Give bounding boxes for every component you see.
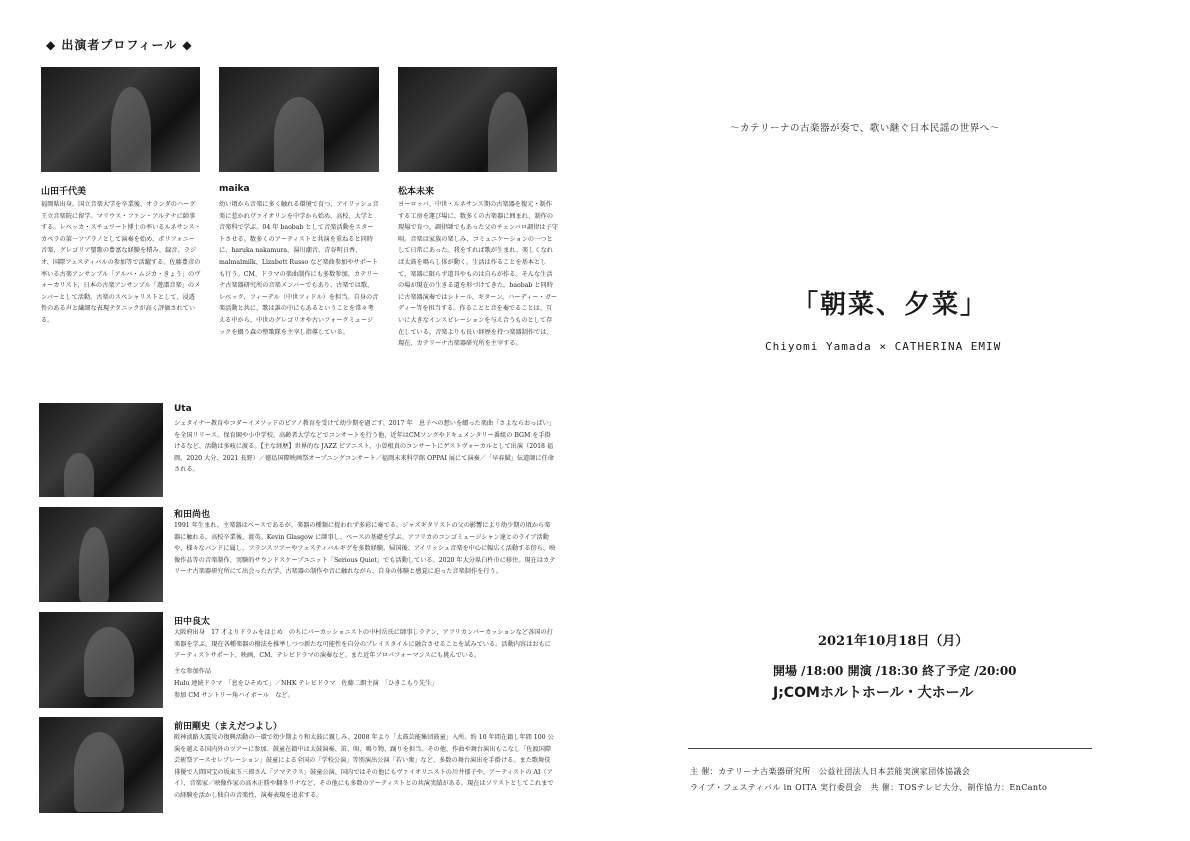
works-item: Hulu 連続ドラマ 「息をひそめて」／NHK テレビドラマ 佐藤二朗主演 「ひきこもり先生」 [174,680,438,687]
organizer-line: 主 催：カテリーナ古楽器研究所 公益社団法人日本芸能実演家団体協議会 [690,767,971,776]
concert-venue: J;COMホルトホール・大ホール [773,685,974,701]
photo-matsumoto [398,67,557,172]
concert-title: 「朝菜、夕菜」 [792,290,989,320]
photo-maika [219,67,379,172]
performer-name: 松本未来 [398,187,435,197]
concert-date: 2021年10月18日（月） [818,634,969,649]
performer-bio: 1991 年生まれ。主楽器はベースであるが、楽器の種類に捉われず多彩に奏でる。ジャズギタリストの父の影響により幼少期の頃から楽器に触れる。高校卒業後、渡英。Kevin Glasgow に師事し、ベースの基礎を学ぶ。アフリカのコンゴミュージシャン達とのライブ活動や、様々なバンドに属し、フランスツアーやフェスティバルギグを多数経験。帰国後、アイリッシュ音楽を中心に幅広く活動する傍ら、映像作品等の音楽制作、実験的サウンドスケープユニット「Serious Quiet」でも活動している。2020 年大分県白杵市に移住。現在はカテリーナ古楽器研究所にて出会った古学、古楽器の制作や音に触れながら、自身の体験と感覚に迫った音楽制作を行う。 [174,522,556,576]
performer-bio: 福岡県出身。国立音楽大学を卒業後、オランダのハーグ王立音楽院に留学。マリウス・ファン・アルテナに師事する。レベッカ・スチュワート博士の率いるルネサンス・カペラの第一ソプラノとして演奏を始め、ポリフォニー音楽、グレゴリア聖歌の豊富な経験を積み、録音、ラジオ、国際フェスティバルの参加等で活躍する。佐藤豊彦の率いる古楽アンサンブル「アルバ・ムジカ・きょう」のヴォーカリスト、日本の古楽アンサンブル「遊譜音楽」のメンバーとして活動。古楽のスペシャリストとして、浸透性のある声と繊細な表現テクニックが高く評価されている。 [41,201,201,324]
divider [688,748,1092,749]
performers-line: Chiyomi Yamada × CATHERINA EMIW [765,340,1002,353]
performer-name: 前田剛史（まえだつよし） [174,722,283,732]
performer-bio: 大阪府出身 17 才よりドラムをはじめ のちにパーカッショニストの中村岳氏に師事しラテン、アフリカンパーカッションなど各国の打楽器を学ぶ。現在各種楽器の撥法を推挙しつつ新たな可能性を自分のプレイスタイルに融合させることを試みている。活動内容はおもにアーティストサポート、映画、CM、テレビドラマの演奏など。また近年ソロパフォーマンスにも挑んでいる。 [174,629,553,660]
works-item: 参加 CM サントリー角ハイボール など。 [174,692,294,699]
performer-bio: シュタイナー教育やコダーイメソッドのピアノ教育を受けて幼少期を過ごす。2017 年 息子への想いを綴った楽曲「さよならおっぱい」を全国リリース。保育園や小中学校、高齢者大学などでコンサートを行う他、近年はCMソングやドキュメンタリー番組の BGM を手掛けるなど、活動は多岐に渡る。【主な経歴】世界的な JAZZ ピアニスト、小曽根真のコンサートにゲストヴォーカルとして出演（2018 福岡、2020 大分、2021 長野）／徳島国際映画祭オープニングコンサート／福岡未来科学館 OPPAI 展にて演奏／「早春賦」伝道師に任命される。 [174,420,555,474]
performer-name: 山田千代美 [41,187,87,197]
performer-bio: 幼い頃から音楽に多く触れる環境で育つ。アイリッシュ音楽に惹かれヴァイオリンを中学から始め、高校、大学と音楽科で学ぶ。04 年 baobab として音楽活動をスタートさせる。数多くのアーティストと共演を重ねると同時に、haruka nakamura、湯川潮音、青谷明日香、malmalmilk、Lizabett Russo など楽曲参加やサポートも行う。CM、ドラマの楽曲制作にも多数参加。カテリーナ古楽器研究所の音楽メンバーでもあり、古楽では歌、レベック、フィーデル（中世フィドル）を担当。自身の音楽活動と共に、歌は誰の中にもあるということを常々考える中から、中世のグレゴリオや古いフォークミュージックを綴う森の整歌隊を主宰し指導している。 [219,201,379,336]
performer-name: 和田尚也 [174,510,211,520]
sponsor-line: ライブ・フェスティバル in OITA 実行委員会 共 催：TOSテレビ大分、制作協力：EnCanto [690,783,1048,792]
photo-uta [39,403,163,497]
photo-maeda [39,717,163,813]
concert-times: 開場 /18:00 開演 /18:30 終了予定 /20:00 [773,664,1017,678]
performer-bio: ヨーロッパ、中世・ルネサンス期の古楽器を復元・制作する工房を運び場に、数多くの古楽器に囲まれ、制作の現場で育つ。調律師でもあった父のチェンバロ調律は子守唄。音楽は家族の楽しみ、コミュニケーションの一つとして日常にあった。我をすれば歌が生まれ、楽しくなれば太鼓を鳴らし体が動く。生活は作ることを基本として、楽器に限らず道具やものは自らが作る。そんな生活の場が現在の生きる道を形づけてきた。baobab と同時に古楽器演奏ではシトール、ギターン、ハーディー・ガーディー等を担当する。作ることと音を奏でることは、互いに大きなインスピレーションを与え合うものとして存在している。音楽よりも長い経歴を持つ楽器制作では、現在、カテリーナ古楽器研究所を主宰する。 [398,201,558,348]
performer-name: 田中良太 [174,617,211,627]
photo-yamada [41,67,200,172]
profile-header: ◆ 出演者プロフィール ◆ [46,38,193,52]
performer-name: maika [219,184,250,194]
subtitle: ～カテリーナの古楽器が奏で、歌い継ぐ日本民謡の世界へ～ [730,123,1000,134]
performer-name: Uta [174,404,192,414]
photo-wada [39,507,163,602]
performer-bio: 阪神淡路大震災の復興活動の一環で幼少期より和太鼓に親しみ、2008 年より「太鼓芸能集団鼓童」入所。約 10 年間在籍し年間 100 公演を越える国内外のツアーに参加。鼓童在籍中は太鼓演奏、笛、唄、鳴り物、踊りを担当。その他、作曲や舞台演出もこなし「佐渡国際芸術祭アースセレブレーション」鼓童による全国の「学校公演」等別演出公演「若い衆」など、多数の舞台演出を手掛ける。また歌舞伎俳優で人間国宝の坂東玉三郎さん「アマテラス」鼓童公演、国内ではその他にもヴァイオリニストの川井郁子や、アーティストの AI（アイ）、音楽家／映像作家の高木正勝や翻冬リナなど、その他にも多数のアーティストとの共演実績がある。現在はソリストとしてこれまでの経験を活かし独自の音楽性、演奏表現を追求する。 [174,734,554,799]
works-title: 主な参加作品 [174,668,212,675]
photo-tanaka [39,612,163,708]
